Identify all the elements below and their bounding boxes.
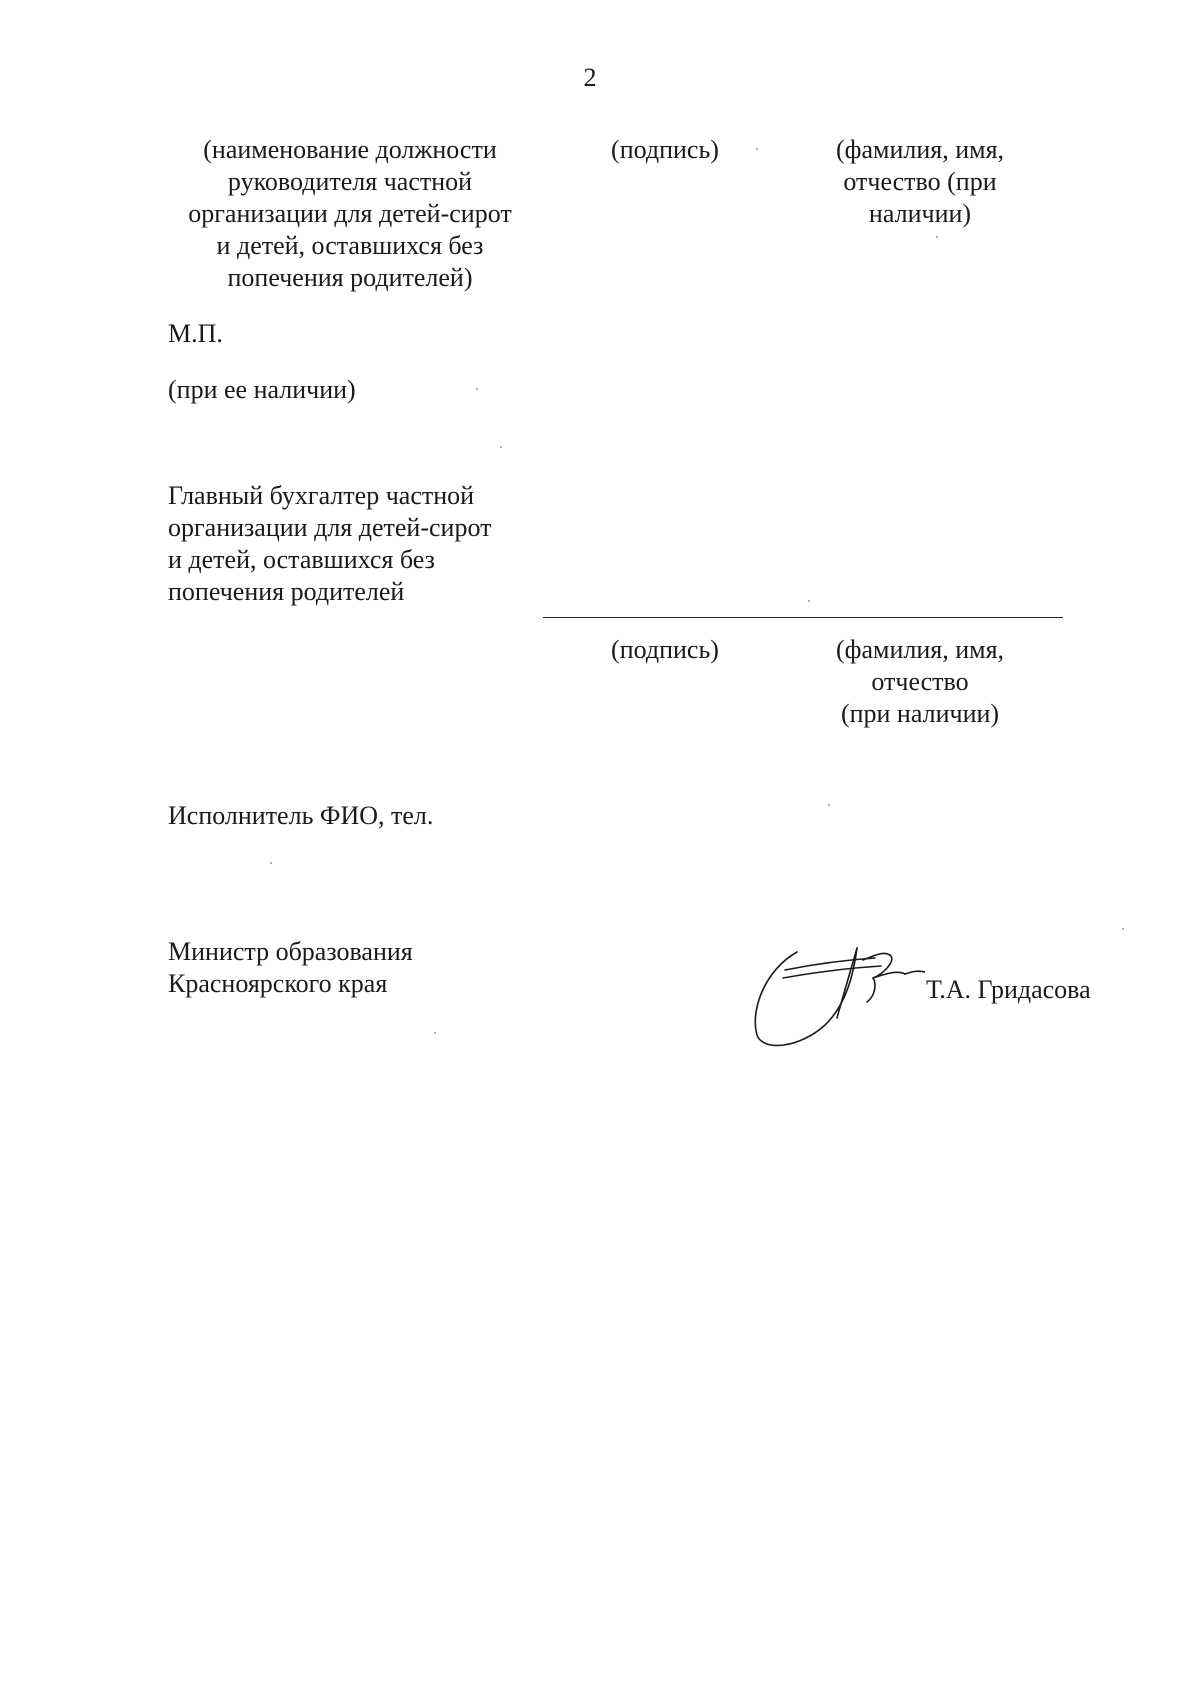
page-number: 2	[583, 63, 597, 92]
stamp-mark: М.П.	[168, 319, 223, 348]
scan-speck	[270, 862, 272, 864]
director-position-caption: (наименование должности руководителя частной организации для детей-сирот и детей, оставшихся без попечения родителей)	[188, 135, 512, 292]
scan-speck	[434, 1032, 436, 1034]
scan-speck	[808, 600, 810, 602]
minister-name: Т.А. Гридасова	[926, 975, 1091, 1004]
scan-speck	[1122, 928, 1124, 930]
scan-speck	[500, 446, 502, 448]
accountant-signature-caption: (подпись)	[611, 635, 719, 664]
scan-speck	[936, 236, 938, 238]
stamp-note: (при ее наличии)	[168, 375, 356, 404]
signature-line	[543, 617, 1063, 618]
minister-title: Министр образования Красноярского края	[168, 937, 413, 998]
handwritten-signature	[745, 930, 925, 1050]
accountant-fullname-caption: (фамилия, имя, отчество (при наличии)	[835, 635, 1005, 728]
executor-line: Исполнитель ФИО, тел.	[168, 801, 434, 830]
accountant-title: Главный бухгалтер частной организации для детей-сирот и детей, оставшихся без попечения родителей	[168, 481, 492, 606]
scan-speck	[828, 804, 830, 806]
director-fullname-caption: (фамилия, имя, отчество (при наличии)	[835, 135, 1005, 228]
scan-speck	[756, 148, 758, 150]
scan-speck	[476, 388, 478, 390]
director-signature-caption: (подпись)	[611, 135, 719, 164]
